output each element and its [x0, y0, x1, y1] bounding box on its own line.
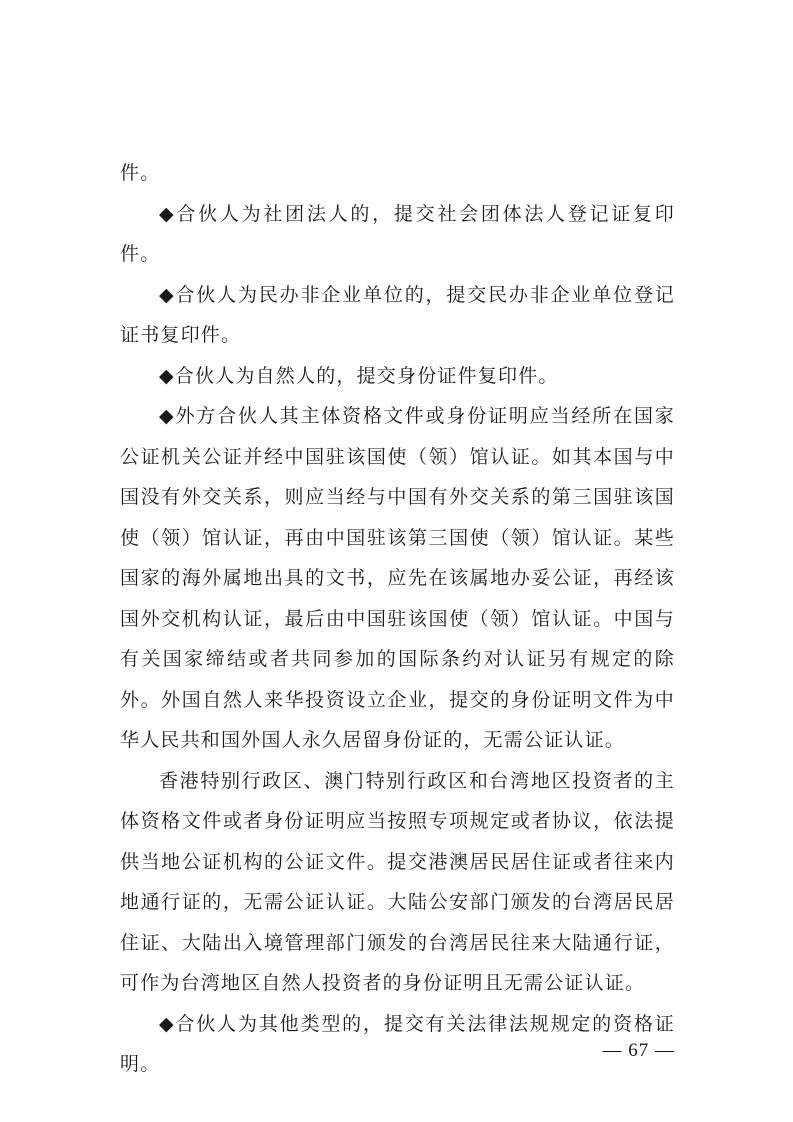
document-body — [120, 153, 675, 1085]
paragraph-other-types: ◆合伙人为其他类型的，提交有关法律法规规定的资格证明。 — [120, 1012, 675, 1075]
page-number: — 67 — — [602, 1040, 675, 1061]
paragraph-foreign-partner: ◆外方合伙人其主体资格文件或身份证明应当经所在国家公证机关公证并经中国驻该国使（领）馆认证。如其本国与中国没有外交关系，则应当经与中国有外交关系的第三国驻该国使（领）馆认证，再由中国驻该第三国使（领）馆认证。某些国家的海外属地出具的文书，应先在该属地办妥公证，再经该国外交机构认证，最后由中国驻该国使（领）馆认证。中国与有关国家缔结或者共同参加的国际条约对认证另有规定的除外。外国自然人来华投资设立企业，提交的身份证明文件为中华人民共和国外国人永久居留身份证的，无需公证认证。 — [120, 405, 675, 751]
paragraph-social-organization: ◆合伙人为社团法人的，提交社会团体法人登记证复印件。 — [120, 202, 675, 265]
paragraph-continuation: 件。 — [120, 162, 161, 184]
paragraph-hk-macao-taiwan: 香港特别行政区、澳门特别行政区和台湾地区投资者的主体资格文件或者身份证明应当按照专项规定或者协议，依法提供当地公证机构的公证文件。提交港澳居民居住证或者往来内地通行证的，无需公证认证。大陆公安部门颁发的台湾居民居住证、大陆出入境管理部门颁发的台湾居民往来大陆通行证，可作为台湾地区自然人投资者的身份证明且无需公证认证。 — [120, 769, 675, 994]
paragraph-natural-person: ◆合伙人为自然人的，提交身份证件复印件。 — [159, 364, 559, 387]
paragraph-private-non-enterprise: ◆合伙人为民办非企业单位的，提交民办非企业单位登记证书复印件。 — [120, 283, 675, 346]
